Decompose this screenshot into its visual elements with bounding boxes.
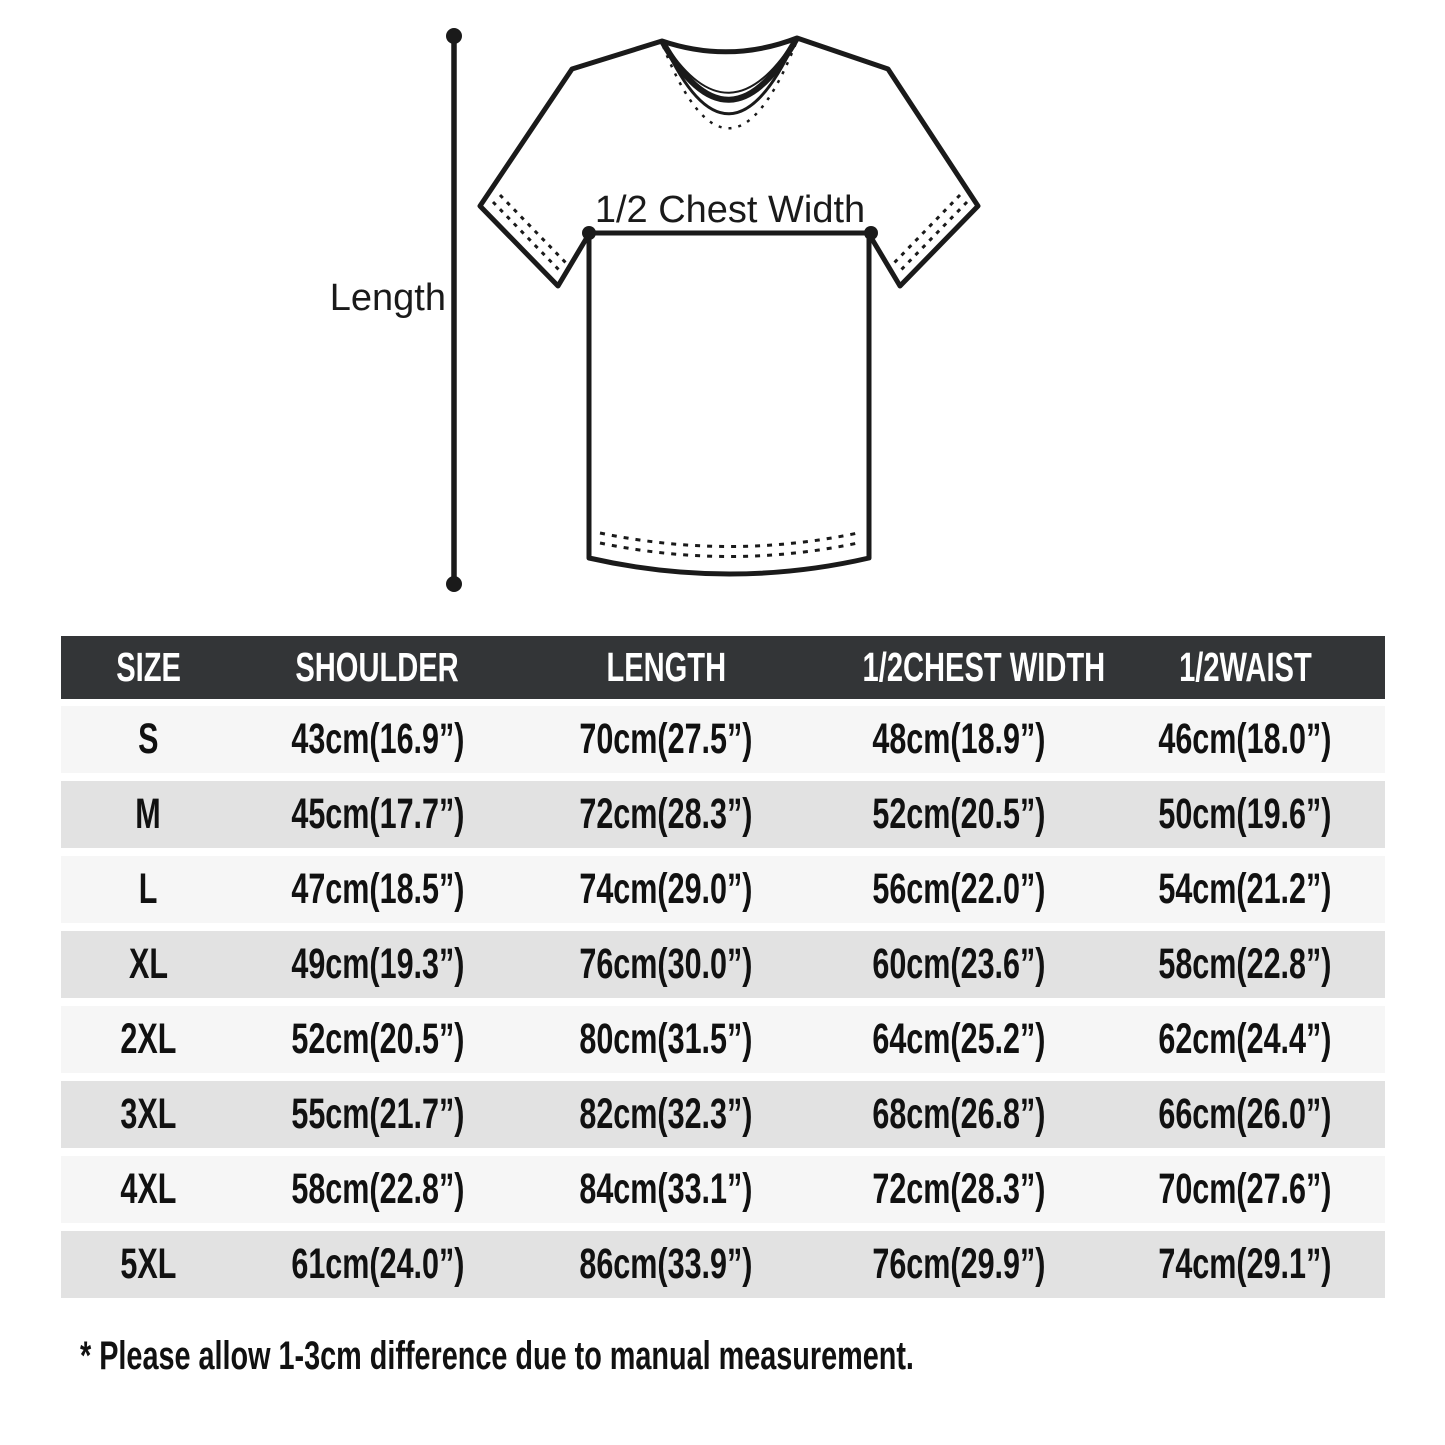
cell-waist: 58cm(22.8”) xyxy=(1158,940,1332,988)
header-shoulder: SHOULDER xyxy=(295,644,460,690)
tshirt-outline xyxy=(480,38,978,574)
cell-size: M xyxy=(135,790,162,838)
length-label: Length xyxy=(329,277,446,319)
chest-width-label: 1/2 Chest Width xyxy=(594,189,866,231)
cell-length: 82cm(32.3”) xyxy=(579,1090,753,1138)
cell-length: 74cm(29.0”) xyxy=(579,865,753,913)
header-chest: 1/2CHEST WIDTH xyxy=(862,644,1106,690)
table-row-3xl xyxy=(61,1081,1385,1148)
cell-length: 80cm(31.5”) xyxy=(579,1015,753,1063)
table-row-2xl xyxy=(61,1006,1385,1073)
cell-shoulder: 61cm(24.0”) xyxy=(290,1240,464,1288)
cell-shoulder: 43cm(16.9”) xyxy=(290,715,464,763)
header-length: LENGTH xyxy=(606,644,726,690)
cell-chest: 68cm(26.8”) xyxy=(872,1090,1046,1138)
cell-waist: 50cm(19.6”) xyxy=(1158,790,1332,838)
cell-waist: 62cm(24.4”) xyxy=(1158,1015,1332,1063)
cell-waist: 46cm(18.0”) xyxy=(1158,715,1332,763)
header-size: SIZE xyxy=(116,644,181,690)
table-row-4xl xyxy=(61,1156,1385,1223)
cell-chest: 64cm(25.2”) xyxy=(872,1015,1046,1063)
cell-size: 2XL xyxy=(120,1015,177,1063)
cell-size: 4XL xyxy=(120,1165,177,1213)
table-row-m xyxy=(61,781,1385,848)
table-row-s xyxy=(61,706,1385,773)
header-waist: 1/2WAIST xyxy=(1178,644,1312,690)
cell-waist: 54cm(21.2”) xyxy=(1158,865,1332,913)
table-row-xl xyxy=(61,931,1385,998)
cell-waist: 66cm(26.0”) xyxy=(1158,1090,1332,1138)
measurement-disclaimer: * Please allow 1-3cm difference due to manual measurement. xyxy=(80,1334,914,1378)
cell-shoulder: 52cm(20.5”) xyxy=(290,1015,464,1063)
cell-shoulder: 49cm(19.3”) xyxy=(290,940,464,988)
table-row-l xyxy=(61,856,1385,923)
cell-size: S xyxy=(138,715,159,763)
cell-chest: 52cm(20.5”) xyxy=(872,790,1046,838)
size-table xyxy=(61,636,1385,1306)
cell-chest: 56cm(22.0”) xyxy=(872,865,1046,913)
cell-size: 3XL xyxy=(120,1090,177,1138)
length-measure-line xyxy=(446,28,462,592)
cell-shoulder: 47cm(18.5”) xyxy=(290,865,464,913)
cell-chest: 60cm(23.6”) xyxy=(872,940,1046,988)
cell-shoulder: 45cm(17.7”) xyxy=(290,790,464,838)
cell-shoulder: 55cm(21.7”) xyxy=(290,1090,464,1138)
cell-shoulder: 58cm(22.8”) xyxy=(290,1165,464,1213)
cell-size: 5XL xyxy=(120,1240,177,1288)
cell-length: 76cm(30.0”) xyxy=(579,940,753,988)
cell-chest: 76cm(29.9”) xyxy=(872,1240,1046,1288)
cell-waist: 74cm(29.1”) xyxy=(1158,1240,1332,1288)
cell-waist: 70cm(27.6”) xyxy=(1158,1165,1332,1213)
cell-size: L xyxy=(139,865,158,913)
cell-length: 72cm(28.3”) xyxy=(579,790,753,838)
cell-length: 70cm(27.5”) xyxy=(579,715,753,763)
size-table-header-row xyxy=(61,636,1385,699)
cell-chest: 48cm(18.9”) xyxy=(872,715,1046,763)
cell-length: 86cm(33.9”) xyxy=(579,1240,753,1288)
cell-size: XL xyxy=(128,940,168,988)
cell-chest: 72cm(28.3”) xyxy=(872,1165,1046,1213)
tshirt-measurement-diagram xyxy=(0,0,1445,628)
table-row-5xl xyxy=(61,1231,1385,1298)
cell-length: 84cm(33.1”) xyxy=(579,1165,753,1213)
